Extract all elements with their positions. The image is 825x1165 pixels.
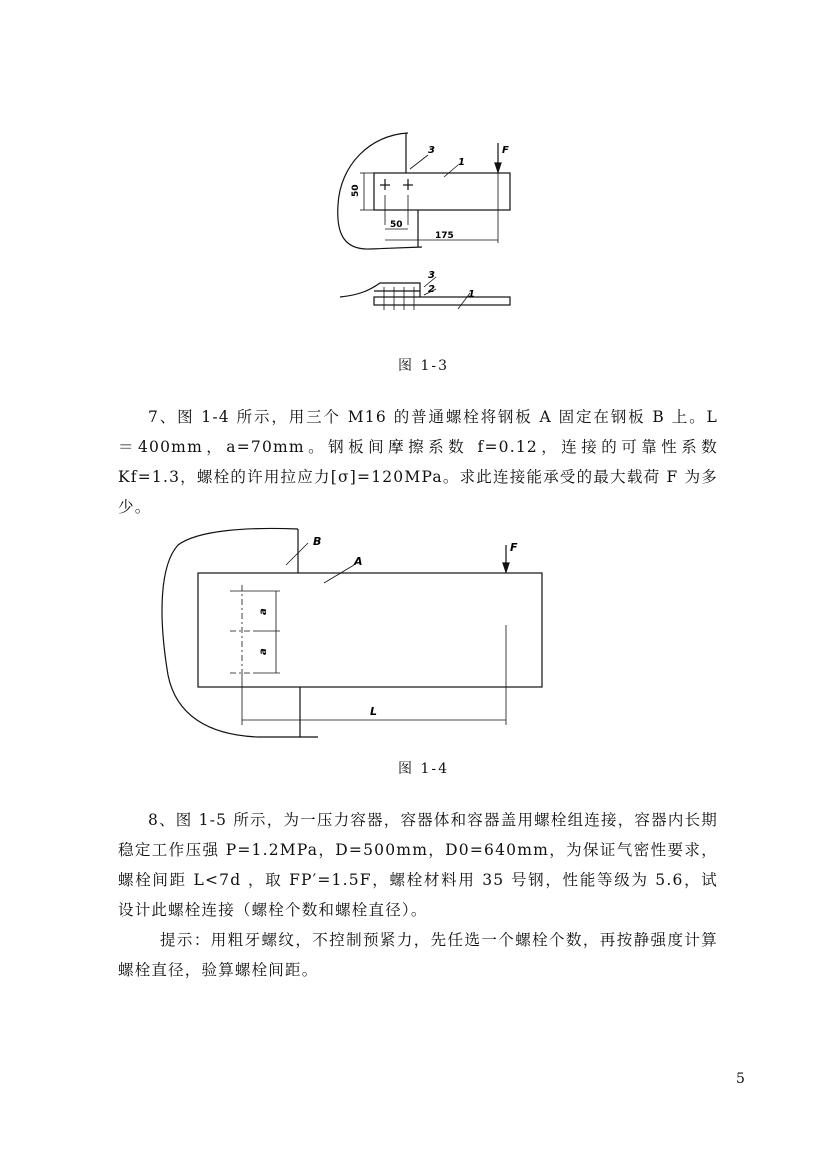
question-8-text: 8、图 1-5 所示，为一压力容器，容器体和容器盖用螺栓组连接，容器内长期稳定工作压强 P=1.2MPa，D=500mm，D0=640mm，为保证气密性要求，螺栓间距 L<7d ，取 FP′=1.5F，螺栓材料用 35 号钢，性能等级为 5.6，试设计此螺栓连接（螺栓个数和螺栓直径）。 [118,811,718,919]
fig14-label-a1: a [258,608,269,615]
fig14-label-L: L [370,705,378,718]
figure-1-3-caption: 图 1-3 [398,358,449,374]
page-number: 5 [736,1071,745,1087]
fig13-dim-175: 175 [435,231,454,241]
fig14-label-force: F [510,541,518,554]
fig13-label-1: 1 [458,157,465,168]
fig13-dim-50-vertical: 50 [351,184,361,197]
fig13-side-label-2: 2 [428,284,435,295]
fig13-label-force: F [502,145,509,156]
fig13-side-label-1: 1 [468,289,475,300]
fig14-label-B: B [313,535,322,548]
fig13-label-3: 3 [428,145,435,156]
question-8-hint: 提示：用粗牙螺纹，不控制预紧力，先任选一个螺栓个数，再按静强度计算螺栓直径，验算螺栓间距。 [118,931,718,979]
fig14-label-a2: a [258,648,269,655]
fig14-label-A: A [354,555,363,568]
question-7-text: 7、图 1-4 所示，用三个 M16 的普通螺栓将钢板 A 固定在钢板 B 上。L ＝400mm，a=70mm。钢板间摩擦系数 f=0.12，连接的可靠性系数 Kf=1.3，螺栓的许用拉应力[σ]=120MPa。求此连接能承受的最大载荷 F 为多少。 [118,408,718,516]
figure-1-4 [158,525,558,750]
figure-1-4-caption: 图 1-4 [398,761,449,777]
figure-1-3 [330,125,530,325]
fig13-side-label-3: 3 [428,270,435,281]
fig13-dim-50-horizontal: 50 [390,220,403,230]
